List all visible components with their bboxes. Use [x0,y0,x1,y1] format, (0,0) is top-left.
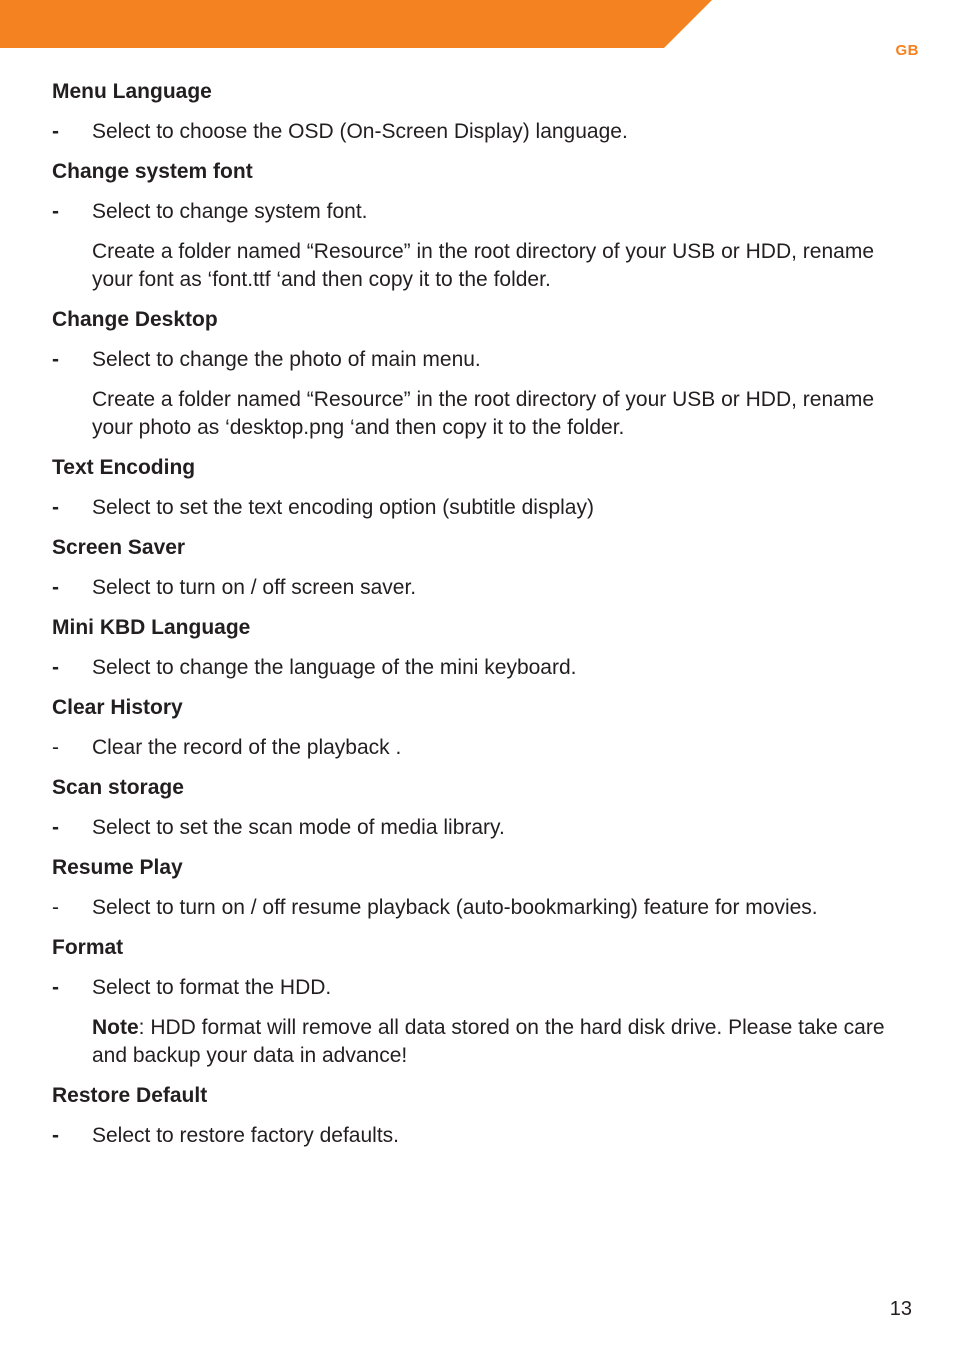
section-heading: Restore Default [52,1084,208,1107]
section-heading: Clear History [52,696,183,719]
header-band [0,0,954,48]
bullet-text: Select to change the language of the mini keyboard. [92,656,577,679]
bullet-dash: - [52,736,59,759]
section-menu-language [52,78,902,146]
bullet-text: Select to choose the OSD (On-Screen Display) language. [92,120,628,143]
bullet-text: Select to set the scan mode of media library. [92,816,505,839]
bullet-item [52,118,902,146]
bullet-dash: - [52,976,59,999]
section-scan-storage [52,774,902,842]
bullet-text: Select to restore factory defaults. [92,1124,399,1147]
bullet-item [52,734,902,762]
bullet-dash: - [52,496,59,519]
section-change-desktop [52,306,902,442]
section-resume-play [52,854,902,922]
bullet-dash: - [52,656,59,679]
section-heading: Screen Saver [52,536,186,559]
section-heading: Menu Language [52,80,212,103]
bullet-dash: - [52,576,59,599]
bullet-dash: - [52,348,59,371]
section-format [52,934,902,1070]
warning-note [92,1014,902,1070]
bullet-item [52,814,902,842]
bullet-text: Select to turn on / off resume playback (auto-bookmarking) feature for movies. [92,896,818,919]
bullet-text: Select to format the HDD. [92,976,332,999]
bullet-text: Select to set the text encoding option (subtitle display) [92,496,594,519]
section-clear-history [52,694,902,762]
bullet-text: Select to change system font. [92,200,368,223]
note-label: Note [92,1016,139,1039]
section-heading: Change Desktop [52,308,218,331]
bullet-item [52,574,902,602]
bullet-dash: - [52,816,59,839]
section-restore-default [52,1082,902,1150]
page-number: 13 [889,1298,912,1320]
section-heading: Resume Play [52,856,183,879]
note-text: : HDD format will remove all data stored on the hard disk drive. Please take care and backup your data in advance! [92,1016,885,1067]
section-heading: Format [52,936,124,959]
section-heading: Text Encoding [52,456,196,479]
bullet-dash: - [52,1124,59,1147]
bullet-dash: - [52,200,59,223]
language-code: GB [895,42,919,59]
section-text-encoding [52,454,902,522]
bullet-dash: - [52,120,59,143]
bullet-item [52,1122,902,1150]
bullet-text: Select to turn on / off screen saver. [92,576,417,599]
section-heading: Change system font [52,160,253,183]
bullet-item [52,198,902,226]
section-screen-saver [52,534,902,602]
section-mini-kbd-language [52,614,902,682]
settings-description-list [52,78,902,1162]
bullet-item [52,494,902,522]
bullet-item [52,346,902,374]
bullet-text: Select to change the photo of main menu. [92,348,481,371]
bullet-dash: - [52,896,59,919]
section-heading: Scan storage [52,776,184,799]
instruction-text: Create a folder named “Resource” in the root directory of your USB or HDD, rename your font as ‘font.ttf ‘and then copy it to the folder. [92,240,874,291]
bullet-item [52,654,902,682]
bullet-text: Clear the record of the playback . [92,736,402,759]
section-change-system-font [52,158,902,294]
bullet-item [52,894,902,922]
bullet-item [52,974,902,1002]
instruction-text: Create a folder named “Resource” in the root directory of your USB or HDD, rename your photo as ‘desktop.png ‘and then copy it to the folder. [92,388,874,439]
section-heading: Mini KBD Language [52,616,251,639]
